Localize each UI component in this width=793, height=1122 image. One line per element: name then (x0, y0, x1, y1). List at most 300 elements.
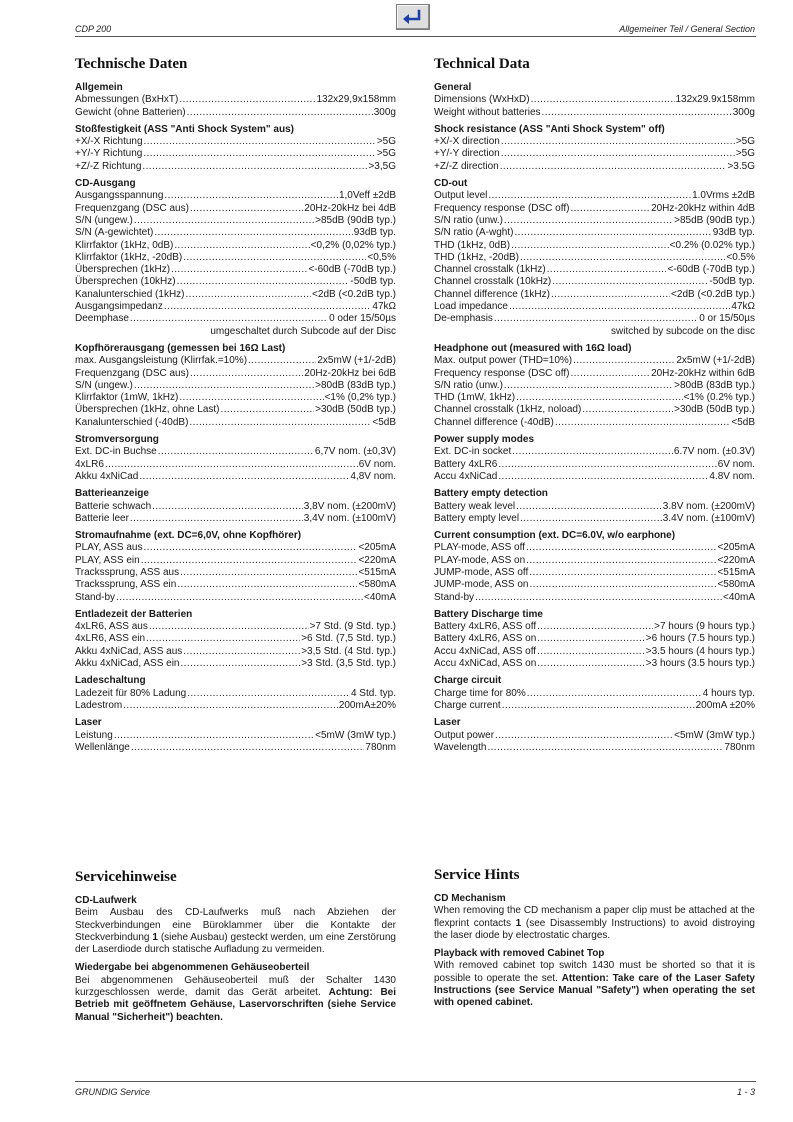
dot-leader (504, 215, 673, 227)
spec-value: <2dB (<0.2dB typ.) (671, 288, 755, 300)
spec-row (75, 392, 396, 404)
dot-leader (186, 289, 312, 301)
spec-label: Batterie schwach (75, 500, 152, 512)
spec-row (434, 417, 755, 429)
spec-value: >85dB (90dB typ.) (315, 214, 396, 226)
spec-label: Klirrfaktor (1kHz, -20dB) (75, 251, 183, 263)
spec-row (75, 579, 396, 591)
spec-row (434, 446, 755, 458)
dot-leader (123, 700, 338, 712)
hint-paragraph (75, 975, 396, 1024)
return-arrow-icon (402, 9, 424, 25)
spec-value: 3.8V nom. (±200mV) (662, 500, 755, 512)
spec-label: THD (1mW, 1kHz) (434, 392, 516, 404)
spec-group-title: CD-out (434, 178, 468, 190)
spec-row (434, 700, 755, 712)
spec-group (434, 434, 755, 483)
dot-leader (511, 240, 669, 252)
section-title: Technische Daten (75, 56, 188, 72)
spec-group (75, 343, 396, 429)
dot-leader (183, 252, 366, 264)
spec-row (434, 380, 755, 392)
spec-row (75, 700, 396, 712)
spec-value: >6 Std. (7,5 Std. typ.) (301, 633, 396, 645)
spec-row (434, 355, 755, 367)
dot-leader (512, 446, 673, 458)
spec-value: 4,8V nom. (350, 470, 396, 482)
spec-label: PLAY-mode, ASS on (434, 554, 526, 566)
spec-value: 20Hz-20kHz within 4dB (651, 202, 755, 214)
dot-leader (179, 94, 315, 106)
spec-row (434, 107, 755, 119)
spec-row (434, 542, 755, 554)
dot-leader (130, 313, 328, 325)
spec-value: 200mA±20% (338, 699, 396, 711)
spec-label: Wavelength (434, 741, 487, 753)
spec-value: 6V nom. (717, 458, 755, 470)
spec-row (434, 301, 755, 313)
dot-leader (180, 567, 357, 579)
dot-leader (537, 621, 653, 633)
spec-group (434, 343, 755, 429)
spec-group (434, 82, 755, 119)
dot-leader (190, 368, 303, 380)
spec-label: THD (1kHz, -20dB) (434, 251, 520, 263)
dot-leader (504, 380, 673, 392)
spec-label: Frequency response (DSC off) (434, 367, 570, 379)
spec-value: <40mA (723, 591, 755, 603)
spec-group-title: Battery Discharge time (434, 608, 543, 620)
hint-group (75, 895, 396, 956)
spec-label: Akku 4xNiCad, ASS ein (75, 658, 180, 670)
spec-label: Batterie leer (75, 512, 129, 524)
spec-row (434, 459, 755, 471)
dot-leader (116, 592, 363, 604)
dot-leader (144, 136, 376, 148)
spec-label: S/N ratio (unw.) (434, 214, 503, 226)
hint-group (434, 948, 755, 1009)
spec-row (434, 471, 755, 483)
spec-value: 2x5mW (+1/-2dB) (676, 355, 755, 367)
spec-value: -50dB typ. (350, 276, 396, 288)
section-title: Service Hints (434, 867, 520, 883)
spec-row (75, 252, 396, 264)
dot-leader (529, 567, 716, 579)
spec-label: Übersprechen (10kHz) (75, 276, 176, 288)
dot-leader (494, 313, 698, 325)
spec-row (434, 203, 755, 215)
spec-value: 3.4V nom. (±100mV) (662, 512, 755, 524)
spec-row (75, 107, 396, 119)
dot-leader (501, 148, 735, 160)
spec-row (434, 658, 755, 670)
dot-leader (570, 368, 650, 380)
spec-value: >7 hours (9 hours typ.) (654, 621, 755, 633)
spec-value: >30dB (50dB typ.) (315, 404, 396, 416)
dot-leader (164, 301, 372, 313)
spec-group (434, 488, 755, 525)
spec-row (75, 446, 396, 458)
spec-label: 4xLR6, ASS aus (75, 621, 148, 633)
spec-group-title: Laser (434, 717, 461, 729)
dot-leader (526, 542, 716, 554)
spec-value: >3 hours (3.5 hours typ.) (645, 658, 755, 670)
dot-leader (141, 555, 358, 567)
spec-row (75, 161, 396, 173)
dot-leader (501, 136, 735, 148)
spec-group-title: Power supply modes (434, 434, 535, 446)
spec-value: 300g (732, 106, 755, 118)
spec-value: <40mA (364, 591, 396, 603)
dot-leader (134, 380, 314, 392)
spec-label: Dimensions (WxHxD) (434, 94, 530, 106)
spec-label: Frequenzgang (DSC aus) (75, 367, 189, 379)
dot-leader (520, 252, 725, 264)
hint-title: Playback with removed Cabinet Top (434, 948, 605, 960)
spec-group-title: Allgemein (75, 82, 123, 93)
spec-value: >5G (376, 136, 396, 148)
spec-row (434, 136, 755, 148)
spec-label: Ausgangsspannung (75, 190, 164, 202)
spec-label: +Z/-Z Richtung (75, 160, 142, 172)
spec-value: <0.2% (0.02% typ.) (669, 239, 755, 251)
hint-text: Beim Ausbau des CD-Laufwerks muß nach Abziehen der Steckverbindungen eine Büroklammer über die Kontakte der Steckverbindung (75, 907, 396, 943)
spec-label: Ext. DC-in Buchse (75, 446, 157, 458)
dot-leader (130, 513, 303, 525)
spec-row (434, 404, 755, 416)
page-number: 1 - 3 (736, 1087, 755, 1097)
spec-row (75, 368, 396, 380)
dot-leader (146, 633, 300, 645)
spec-label: max. Ausgangsleistung (Klirrfak.=10%) (75, 355, 248, 367)
spec-label: Battery 4xLR6 (434, 458, 498, 470)
spec-value: 47kΩ (372, 301, 396, 313)
dot-leader (149, 621, 309, 633)
spec-row (434, 633, 755, 645)
spec-value: <1% (0.2% typ.) (683, 392, 755, 404)
dot-leader (520, 513, 662, 525)
spec-value: 6,7V nom. (±0,3V) (314, 446, 396, 458)
dot-leader (248, 355, 316, 367)
spec-row (75, 542, 396, 554)
dot-leader (154, 227, 352, 239)
spec-row (434, 368, 755, 380)
spec-value: >6 hours (7.5 hours typ.) (645, 633, 755, 645)
spec-value: 20Hz-20kHz within 6dB (651, 367, 755, 379)
spec-value: >3,5 Std. (4 Std. typ.) (301, 645, 396, 657)
spec-value: <515mA (717, 566, 755, 578)
spec-label: Charge current (434, 699, 501, 711)
spec-label: Trackssprung, ASS aus (75, 566, 180, 578)
spec-value: >3.5G (727, 160, 755, 172)
spec-row (75, 742, 396, 754)
spec-label: Akku 4xNiCad, ASS aus (75, 645, 183, 657)
spec-label: Channel difference (1kHz) (434, 288, 550, 300)
dot-leader (552, 276, 708, 288)
spec-row (75, 567, 396, 579)
spec-row (434, 742, 755, 754)
spec-value: >5G (735, 136, 755, 148)
dot-leader (516, 392, 682, 404)
spec-row (434, 276, 755, 288)
header-rule (75, 36, 756, 37)
dot-leader (134, 215, 314, 227)
back-button[interactable] (396, 4, 430, 30)
spec-label: S/N ratio (unw.) (434, 379, 503, 391)
spec-label: S/N (A-gewichtet) (75, 227, 154, 239)
spec-value: 1.0Vrms ±2dB (692, 190, 755, 202)
spec-value: <-60dB (-70dB typ.) (667, 264, 755, 276)
section-title: Technical Data (434, 56, 530, 72)
spec-value: 2x5mW (+1/-2dB) (317, 355, 396, 367)
spec-row (434, 161, 755, 173)
spec-label: Accu 4xNiCad, ASS off (434, 645, 537, 657)
spec-row (75, 730, 396, 742)
spec-row (75, 513, 396, 525)
spec-row (434, 567, 755, 579)
hint-paragraph (434, 905, 755, 942)
spec-value: 4 hours typ. (702, 687, 755, 699)
spec-row (75, 471, 396, 483)
spec-value: >85dB (90dB typ.) (674, 214, 755, 226)
dot-leader (179, 392, 323, 404)
dot-leader (187, 688, 350, 700)
spec-label: Akku 4xNiCad (75, 470, 139, 482)
spec-label: Abmessungen (BxHxT) (75, 94, 179, 106)
spec-value: 132x29,9x158mm (316, 94, 396, 106)
spec-label: Stand-by (75, 591, 116, 603)
spec-value: 20Hz-20kHz bei 6dB (304, 367, 396, 379)
dot-leader (514, 227, 711, 239)
hint-text-bold: Achtung: Bei Betrieb mit geöffnetem Gehäuse, Laservorschriften (siehe Service Manual "Sicherheit") beachten. (75, 987, 397, 1023)
dot-leader (177, 579, 357, 591)
spec-value: 0 oder 15/50µs (329, 313, 396, 325)
footer-rule (75, 1081, 756, 1082)
spec-group (75, 530, 396, 604)
spec-label: Frequenzgang (DSC aus) (75, 202, 189, 214)
dot-leader (181, 658, 301, 670)
spec-row (75, 264, 396, 276)
hint-text-bold: Attention: Take care of the Laser Safety Instructions (see Service Manual "Safety") when operating the set with opened cabinet. (434, 972, 755, 1009)
dot-leader (570, 203, 650, 215)
spec-value: <5mW (3mW typ.) (674, 729, 755, 741)
spec-value: <205mA (717, 542, 755, 554)
hint-title: CD Mechanism (434, 893, 506, 904)
spec-label: Battery 4xLR6, ASS on (434, 633, 537, 645)
spec-group-title: Current consumption (ext. DC=6.0V, w/o earphone) (434, 530, 676, 542)
spec-label: Deemphase (75, 313, 129, 325)
spec-label: S/N ratio (A-wght) (434, 227, 514, 239)
spec-row (75, 646, 396, 658)
spec-value: 300g (373, 106, 396, 118)
dot-leader (502, 700, 695, 712)
spec-row (434, 730, 755, 742)
spec-value: >5G (376, 148, 396, 160)
spec-value: <580mA (717, 579, 755, 591)
dot-leader (555, 417, 730, 429)
spec-value: 93dB typ. (353, 227, 396, 239)
spec-group (75, 178, 396, 338)
spec-label: +Y/-Y direction (434, 148, 500, 160)
dot-leader (142, 161, 367, 173)
spec-row (434, 592, 755, 604)
dot-leader (475, 592, 722, 604)
spec-value: <5mW (3mW typ.) (315, 729, 396, 741)
spec-row (75, 94, 396, 106)
spec-label: Kanalunterschied (1kHz) (75, 288, 185, 300)
spec-row (75, 215, 396, 227)
spec-label: Charge time for 80% (434, 687, 526, 699)
hint-text: Bei abgenommenen Gehäuseoberteil muß der Schalter 1430 kurzgeschlossen werde, damit das Gerät arbeitet. (75, 974, 396, 999)
spec-value: 780nm (724, 741, 755, 753)
spec-value: >7 Std. (9 Std. typ.) (309, 621, 396, 633)
spec-value: 3,8V nom. (±200mV) (303, 500, 396, 512)
spec-label: Output power (434, 729, 495, 741)
spec-row (75, 276, 396, 288)
spec-group-title: Shock resistance (ASS "Anti Shock System" off) (434, 123, 665, 135)
spec-value: >5G (735, 148, 755, 160)
dot-leader (174, 240, 309, 252)
spec-label: Output level (434, 190, 488, 202)
spec-group (75, 434, 396, 483)
dot-leader (537, 646, 645, 658)
dot-leader (177, 276, 350, 288)
spec-group-title: Stromversorgung (75, 434, 159, 446)
footer-brand: GRUNDIG Service (75, 1087, 151, 1097)
spec-value: 0 or 15/50µs (699, 313, 755, 325)
spec-value: 780nm (365, 741, 396, 753)
spec-value: <-60dB (-70dB typ.) (308, 264, 396, 276)
dot-leader (139, 471, 349, 483)
spec-label: Ext. DC-in socket (434, 446, 512, 458)
spec-value: <220mA (358, 554, 396, 566)
hint-group (434, 893, 755, 942)
spec-value: >3 Std. (3,5 Std. typ.) (301, 658, 396, 670)
hint-group (75, 962, 396, 1023)
spec-group-title: CD-Ausgang (75, 178, 136, 190)
spec-row (434, 240, 755, 252)
spec-label: PLAY-mode, ASS off (434, 542, 525, 554)
dot-leader (542, 107, 732, 119)
spec-label: Frequency response (DSC off) (434, 202, 570, 214)
spec-label: Ladezeit für 80% Ladung (75, 687, 187, 699)
spec-label: Klirrfaktor (1kHz, 0dB) (75, 239, 174, 251)
dot-leader (537, 658, 644, 670)
dot-leader (158, 446, 314, 458)
spec-row (434, 579, 755, 591)
spec-value: 6V nom. (358, 458, 396, 470)
spec-value: 3,4V nom. (±100mV) (303, 512, 396, 524)
hint-title: Wiedergabe bei abgenommenen Gehäuseoberteil (75, 962, 310, 974)
spec-row (75, 355, 396, 367)
dot-leader (131, 742, 365, 754)
dot-leader (529, 579, 716, 591)
spec-row (75, 621, 396, 633)
spec-value: 6.7V nom. (±0.3V) (673, 446, 755, 458)
spec-label: 4xLR6 (75, 458, 104, 470)
spec-label: +Y/-Y Richtung (75, 148, 143, 160)
spec-row (434, 227, 755, 239)
spec-group (75, 488, 396, 525)
spec-row (75, 592, 396, 604)
spec-row (75, 380, 396, 392)
dot-leader (488, 190, 691, 202)
spec-row (75, 501, 396, 513)
service-hints-de (75, 868, 396, 1030)
spec-group-title: Headphone out (measured with 16Ω load) (434, 342, 632, 354)
hint-text: With removed cabinet top switch 1430 must be shorted so that it is possible to operate the set. (434, 960, 755, 984)
spec-group (75, 124, 396, 173)
header-section: Allgemeiner Teil / General Section (619, 24, 755, 34)
spec-value: 1,0Veff ±2dB (338, 190, 396, 202)
spec-row (75, 190, 396, 202)
spec-row (434, 501, 755, 513)
spec-value: >80dB (83dB typ.) (674, 379, 755, 391)
spec-value: <515mA (358, 566, 396, 578)
spec-group (75, 675, 396, 712)
spec-label: Accu 4xNiCad (434, 470, 498, 482)
spec-label: Accu 4xNiCad, ASS on (434, 658, 537, 670)
dot-leader (114, 730, 314, 742)
spec-row (434, 555, 755, 567)
spec-label: +X/-X direction (434, 136, 500, 148)
spec-group-title: Laser (75, 717, 102, 729)
spec-row (75, 301, 396, 313)
spec-group-title: Ladeschaltung (75, 675, 146, 687)
technical-data-en (434, 55, 755, 759)
spec-value: 4.8V nom. (709, 470, 755, 482)
spec-row (434, 289, 755, 301)
spec-value: 47kΩ (731, 301, 755, 313)
service-hints-en (434, 866, 755, 1016)
spec-value: -50dB typ. (709, 276, 755, 288)
spec-label: S/N (ungew.) (75, 379, 133, 391)
spec-note: umgeschaltet durch Subcode auf der Disc (210, 325, 396, 337)
spec-value: <205mA (358, 542, 396, 554)
dot-leader (487, 742, 723, 754)
spec-row (75, 313, 396, 325)
spec-row (434, 190, 755, 202)
spec-label: Battery empty level (434, 512, 520, 524)
spec-value: <0,2% (0,02% typ.) (310, 239, 396, 251)
spec-row (75, 289, 396, 301)
hint-paragraph (434, 960, 755, 1009)
spec-value: >3,5G (368, 160, 396, 172)
spec-value: 132x29.9x158mm (675, 94, 755, 106)
spec-value: <0.5% (726, 251, 755, 263)
spec-label: 4xLR6, ASS ein (75, 633, 146, 645)
dot-leader (526, 555, 716, 567)
spec-row (434, 264, 755, 276)
spec-label: Kanalunterschied (-40dB) (75, 416, 189, 428)
spec-value: <1% (0,2% typ.) (324, 392, 396, 404)
spec-label: Channel crosstalk (10kHz) (434, 276, 552, 288)
spec-label: Max. output power (THD=10%) (434, 355, 573, 367)
spec-row (75, 658, 396, 670)
spec-label: Battery weak level (434, 500, 516, 512)
spec-label: JUMP-mode, ASS on (434, 579, 529, 591)
spec-label: Trackssprung, ASS ein (75, 579, 177, 591)
spec-group (434, 530, 755, 604)
spec-group (75, 717, 396, 754)
spec-row (75, 240, 396, 252)
dot-leader (152, 501, 303, 513)
spec-group-title: Battery empty detection (434, 488, 548, 500)
spec-value: <2dB (<0.2dB typ.) (312, 288, 396, 300)
spec-row (75, 459, 396, 471)
hint-text-bold: 1 (152, 931, 158, 943)
hint-text-bold: 1 (515, 917, 522, 929)
